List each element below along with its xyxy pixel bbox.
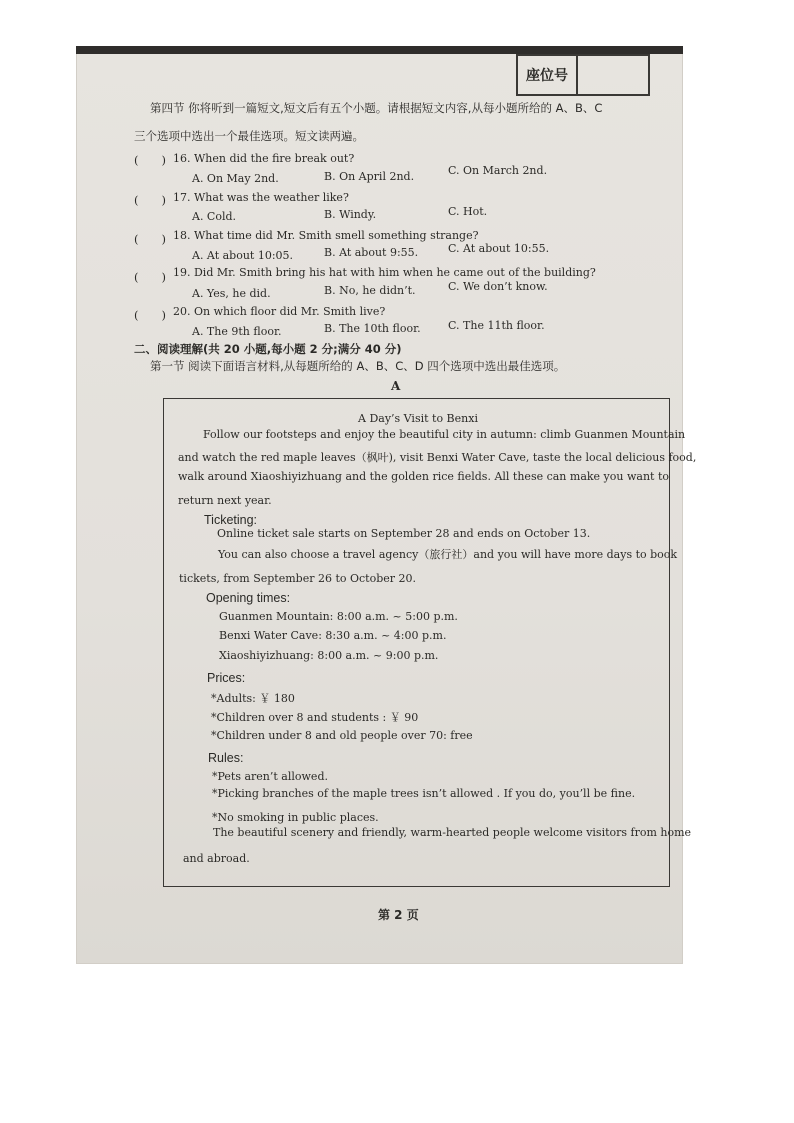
question-16: 16. When did the fire break out?	[173, 152, 355, 165]
ticketing-online: Online ticket sale starts on September 28 and ends on October 13.	[217, 527, 591, 540]
answer-bracket-16[interactable]: ( )	[134, 153, 166, 167]
option-17-c: C. Hot.	[448, 205, 488, 218]
option-20-a: A. The 9th floor.	[192, 325, 282, 338]
option-20-c: C. The 11th floor.	[448, 319, 545, 332]
question-20: 20. On which floor did Mr. Smith live?	[173, 305, 386, 318]
option-18-b: B. At about 9:55.	[324, 246, 419, 259]
option-16-c: C. On March 2nd.	[448, 164, 548, 177]
opening-guanmen: Guanmen Mountain: 8:00 a.m. ~ 5:00 p.m.	[219, 610, 458, 623]
answer-bracket-17[interactable]: ( )	[134, 193, 166, 207]
section4-instruction-line2: 三个选项中选出一个最佳选项。短文读两遍。	[134, 129, 364, 143]
answer-bracket-19[interactable]: ( )	[134, 270, 166, 284]
section4-instruction-line1: 第四节 你将听到一篇短文,短文后有五个小题。请根据短文内容,从每小题所给的 A、B、C	[150, 101, 603, 115]
opening-xiaoshiyizhuang: Xiaoshiyizhuang: 8:00 a.m. ~ 9:00 p.m.	[219, 649, 439, 662]
seat-number-label: 座位号	[518, 56, 578, 94]
option-19-a: A. Yes, he did.	[192, 287, 271, 300]
ticketing-heading: Ticketing:	[204, 513, 258, 527]
price-children-students: *Children over 8 and students : ￥ 90	[211, 711, 419, 724]
option-19-b: B. No, he didn’t.	[324, 284, 416, 297]
passage-intro-line1: Follow our footsteps and enjoy the beautiful city in autumn: climb Guanmen Mountain	[203, 428, 686, 441]
option-17-b: B. Windy.	[324, 208, 377, 221]
question-17: 17. What was the weather like?	[173, 191, 349, 204]
opening-times-heading: Opening times:	[206, 591, 291, 605]
rules-heading: Rules:	[208, 751, 244, 765]
option-20-b: B. The 10th floor.	[324, 322, 421, 335]
passage-title: A Day’s Visit to Benxi	[358, 412, 478, 425]
price-free: *Children under 8 and old people over 70: free	[211, 729, 473, 742]
passage-intro-line3: walk around Xiaoshiyizhuang and the golden rice fields. All these can make you want to	[178, 470, 669, 483]
option-19-c: C. We don’t know.	[448, 280, 548, 293]
answer-bracket-20[interactable]: ( )	[134, 308, 166, 322]
passage-intro-line4: return next year.	[178, 494, 272, 507]
paper-top-edge	[76, 46, 683, 54]
passage-intro-line2: and watch the red maple leaves（枫叶), visit Benxi Water Cave, taste the local delicious food,	[178, 451, 697, 464]
option-16-b: B. On April 2nd.	[324, 170, 415, 183]
closing-line1: The beautiful scenery and friendly, warm-hearted people welcome visitors from home	[213, 826, 692, 839]
passage-label: A	[391, 379, 401, 393]
part2-heading: 二、阅读理解(共 20 小题,每小题 2 分;满分 40 分)	[134, 342, 402, 356]
answer-bracket-18[interactable]: ( )	[134, 232, 166, 246]
closing-line2: and abroad.	[183, 852, 250, 865]
option-18-c: C. At about 10:55.	[448, 242, 550, 255]
rule-no-smoking: *No smoking in public places.	[212, 811, 379, 824]
seat-number-box	[516, 54, 650, 96]
price-adults: *Adults: ￥ 180	[211, 692, 295, 705]
part2-section1-instruction: 第一节 阅读下面语言材料,从每题所给的 A、B、C、D 四个选项中选出最佳选项。	[150, 359, 566, 373]
option-18-a: A. At about 10:05.	[192, 249, 294, 262]
prices-heading: Prices:	[207, 671, 246, 685]
page-number: 第 2 页	[378, 908, 419, 922]
opening-water-cave: Benxi Water Cave: 8:30 a.m. ~ 4:00 p.m.	[219, 629, 447, 642]
seat-number-field[interactable]	[578, 56, 648, 94]
option-17-a: A. Cold.	[192, 210, 237, 223]
question-19: 19. Did Mr. Smith bring his hat with him when he came out of the building?	[173, 266, 596, 279]
question-18: 18. What time did Mr. Smith smell something strange?	[173, 229, 479, 242]
ticketing-agency-line1: You can also choose a travel agency（旅行社）and you will have more days to book	[218, 548, 678, 561]
rule-pets: *Pets aren’t allowed.	[212, 770, 328, 783]
ticketing-agency-line2: tickets, from September 26 to October 20.	[179, 572, 417, 585]
option-16-a: A. On May 2nd.	[192, 172, 279, 185]
rule-maple-branches: *Picking branches of the maple trees isn’t allowed . If you do, you’ll be fine.	[212, 787, 636, 800]
